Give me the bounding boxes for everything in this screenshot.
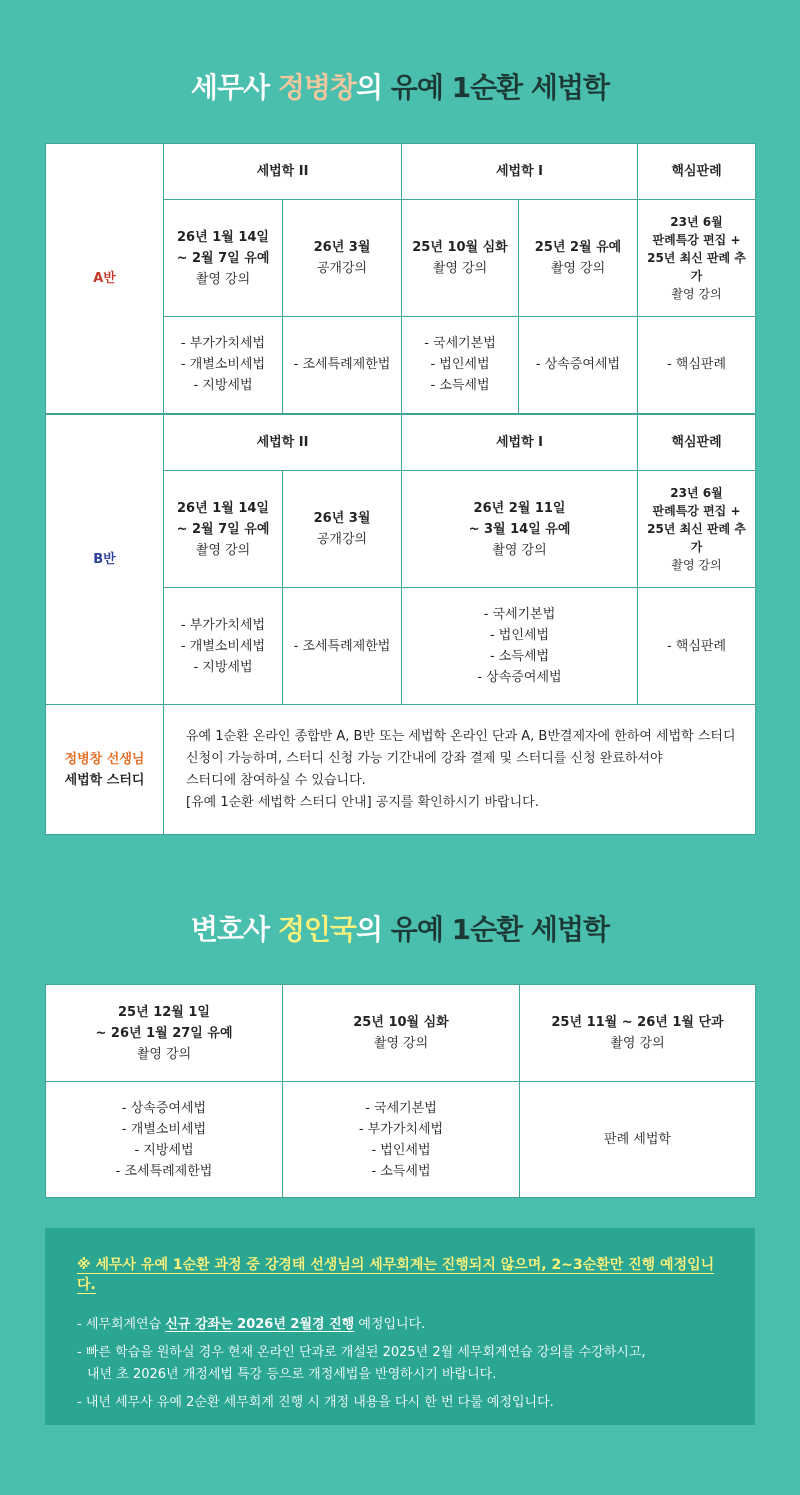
- subject-item: - 법인세법: [371, 1142, 431, 1158]
- subject-item: - 조세특례제한법: [115, 1163, 213, 1179]
- group-a-label: A반: [46, 144, 164, 414]
- subject-item: - 국세기본법: [365, 1100, 437, 1116]
- session-date: 23년 6월: [670, 486, 723, 500]
- session-type: 촬영 강의: [671, 558, 722, 572]
- group-a-session-3: [402, 200, 519, 317]
- session-note: 25년 최신 판례 추가: [647, 522, 746, 554]
- notice-text: - 세무회계연습: [77, 1317, 166, 1332]
- session-date: 25년 10월 심화: [412, 240, 508, 255]
- lawyer-subjects-1: [46, 1082, 283, 1198]
- subject-item: - 법인세법: [489, 628, 550, 643]
- study-teacher: 정병창 선생님: [64, 751, 145, 767]
- session-type: 촬영 강의: [432, 261, 488, 276]
- group-a-subjects-4: [519, 317, 638, 414]
- subject-item: - 조세특례제한법: [293, 638, 391, 654]
- subject-item: - 법인세법: [430, 357, 490, 373]
- subject-item: 판례 세법학: [604, 1132, 671, 1147]
- subject-item: - 핵심판례: [666, 638, 727, 654]
- section2-title-tail: 유예 1순환 세법학: [390, 913, 610, 946]
- session-date: 25년 11월 ~ 26년 1월 단과: [551, 1015, 724, 1030]
- session-type: 촬영 강의: [373, 1036, 429, 1051]
- lawyer-session-3: [520, 985, 756, 1082]
- study-line: [유예 1순환 세법학 스터디 안내] 공지를 확인하시기 바랍니다.: [186, 794, 539, 810]
- subject-item: - 개별소비세법: [180, 357, 266, 373]
- notice-box: [45, 1228, 755, 1425]
- section1-teacher-name: 정병창: [277, 71, 356, 104]
- group-b-session-3: [402, 471, 638, 588]
- lawyer-session-2: [283, 985, 520, 1082]
- notice-line-1: [77, 1314, 723, 1336]
- group-b-label: B반: [46, 414, 164, 705]
- session-type: 촬영 강의: [550, 261, 606, 276]
- group-b-session-2: [283, 471, 402, 588]
- session-date: 25년 2월 유예: [534, 240, 622, 255]
- session-type: 촬영 강의: [195, 271, 251, 287]
- subject-item: - 부가가치세법: [358, 1121, 444, 1137]
- lawyer-subjects-2: [283, 1082, 520, 1198]
- section2-title-pre: 변호사: [190, 913, 278, 946]
- subject-item: - 지방세법: [134, 1142, 194, 1158]
- notice-line-3: - 내년 세무사 유예 2순환 세무회계 진행 시 개정 내용을 다시 한 번 다룰 예정입니다.: [77, 1395, 554, 1410]
- study-line: 유예 1순환 온라인 종합반 A, B반 또는 세법학 온라인 단과 A, B반결제자에 한하여 세법학 스터디: [186, 728, 736, 744]
- group-b-subjects-1: [164, 588, 283, 705]
- session-date: 26년 2월 11일: [473, 500, 566, 516]
- study-line: 스터디에 참여하실 수 있습니다.: [186, 772, 366, 788]
- session-date-range: ~ 2월 7일 유예: [176, 250, 270, 266]
- session-type: 촬영 강의: [136, 1046, 192, 1062]
- group-b-subjects-3: [402, 588, 638, 705]
- group-a-subjects-1: [164, 317, 283, 414]
- notice-text: 내년 초 2026년 개정세법 특강 등으로 개정세법을 반영하시기 바랍니다.: [87, 1367, 497, 1382]
- subject-item: - 지방세법: [193, 659, 253, 675]
- subject-item: - 지방세법: [193, 378, 253, 394]
- study-description: [164, 705, 756, 835]
- session-date: 25년 12월 1일: [118, 1004, 210, 1020]
- subject-item: - 상속증여세법: [535, 357, 621, 373]
- subject-item: - 개별소비세법: [180, 638, 266, 654]
- group-a-session-4: [519, 200, 638, 317]
- section1-title-post: 의: [355, 71, 391, 104]
- session-date: 23년 6월: [670, 215, 723, 229]
- group-a-session-5: [638, 200, 756, 317]
- group-a-header-tax-law-1: 세법학 I: [402, 144, 638, 200]
- section1-title: [0, 66, 800, 106]
- section2-teacher-name: 정인국: [277, 913, 356, 946]
- session-date: 26년 3월: [313, 511, 371, 526]
- notice-text: 예정입니다.: [354, 1317, 426, 1332]
- schedule-table-2: [45, 984, 756, 1198]
- session-date: 26년 1월 14일: [177, 229, 269, 245]
- subject-item: - 소득세법: [489, 649, 550, 664]
- subject-item: - 국세기본법: [424, 336, 496, 352]
- study-title: 세법학 스터디: [64, 772, 145, 788]
- session-type: 촬영 강의: [195, 542, 251, 558]
- section2-title: [0, 908, 800, 948]
- section1-title-pre: 세무사: [190, 71, 278, 104]
- session-date: 26년 1월 14일: [177, 500, 269, 516]
- session-type: 촬영 강의: [610, 1036, 665, 1051]
- session-date-range: ~ 26년 1월 27일 유예: [95, 1025, 233, 1041]
- session-type: 촬영 강의: [492, 542, 547, 558]
- subject-item: - 개별소비세법: [121, 1121, 207, 1137]
- session-type: 공개강의: [316, 532, 368, 547]
- group-a-session-2: [283, 200, 402, 317]
- study-label: [46, 705, 164, 835]
- session-note: 판례특강 편집 +: [652, 233, 741, 247]
- subject-item: - 상속증여세법: [477, 670, 562, 685]
- study-line: 신청이 가능하며, 스터디 신청 가능 기간내에 강좌 결제 및 스터디를 신청 완료하셔야: [186, 750, 663, 766]
- group-a-session-1: [164, 200, 283, 317]
- schedule-table-1: [45, 143, 756, 835]
- subject-item: - 핵심판례: [666, 357, 727, 373]
- lawyer-session-1: [46, 985, 283, 1082]
- session-date: 25년 10월 심화: [353, 1015, 449, 1030]
- group-a-header-key-cases: 핵심판례: [638, 144, 756, 200]
- session-type: 공개강의: [316, 261, 368, 276]
- session-note: 판례특강 편집 +: [652, 504, 741, 518]
- group-a-header-tax-law-2: 세법학 II: [164, 144, 402, 200]
- section2-title-post: 의: [355, 913, 391, 946]
- section1-title-tail: 유예 1순환 세법학: [390, 71, 610, 104]
- subject-item: - 부가가치세법: [180, 617, 266, 633]
- group-b-subjects-4: [638, 588, 756, 705]
- notice-heading: ※ 세무사 유예 1순환 과정 중 강경태 선생님의 세무회계는 진행되지 않으며, 2~3순환만 진행 예정입니다.: [77, 1257, 715, 1293]
- subject-item: - 상속증여세법: [121, 1100, 207, 1116]
- group-b-header-key-cases: 핵심판례: [638, 414, 756, 471]
- group-b-session-1: [164, 471, 283, 588]
- lawyer-subjects-3: [520, 1082, 756, 1198]
- subject-item: - 소득세법: [430, 378, 490, 394]
- session-date: 26년 3월: [313, 240, 371, 255]
- group-b-session-4: [638, 471, 756, 588]
- group-b-subjects-2: [283, 588, 402, 705]
- subject-item: - 조세특례제한법: [293, 357, 391, 373]
- notice-emphasis: 신규 강좌는 2026년 2월경 진행: [165, 1317, 355, 1332]
- group-a-subjects-2: [283, 317, 402, 414]
- subject-item: - 부가가치세법: [180, 336, 266, 352]
- group-a-subjects-5: [638, 317, 756, 414]
- group-b-header-tax-law-1: 세법학 I: [402, 414, 638, 471]
- notice-line-2: [77, 1342, 723, 1386]
- notice-text: - 빠른 학습을 원하실 경우 현재 온라인 단과로 개설된 2025년 2월 세무회계연습 강의를 수강하시고,: [77, 1345, 646, 1360]
- session-date-range: ~ 2월 7일 유예: [176, 521, 270, 537]
- group-b-header-tax-law-2: 세법학 II: [164, 414, 402, 471]
- group-a-subjects-3: [402, 317, 519, 414]
- subject-item: - 국세기본법: [483, 607, 556, 622]
- session-date-range: ~ 3월 14일 유예: [468, 521, 571, 537]
- session-note: 25년 최신 판례 추가: [647, 251, 746, 283]
- session-type: 촬영 강의: [671, 287, 722, 301]
- subject-item: - 소득세법: [371, 1163, 431, 1179]
